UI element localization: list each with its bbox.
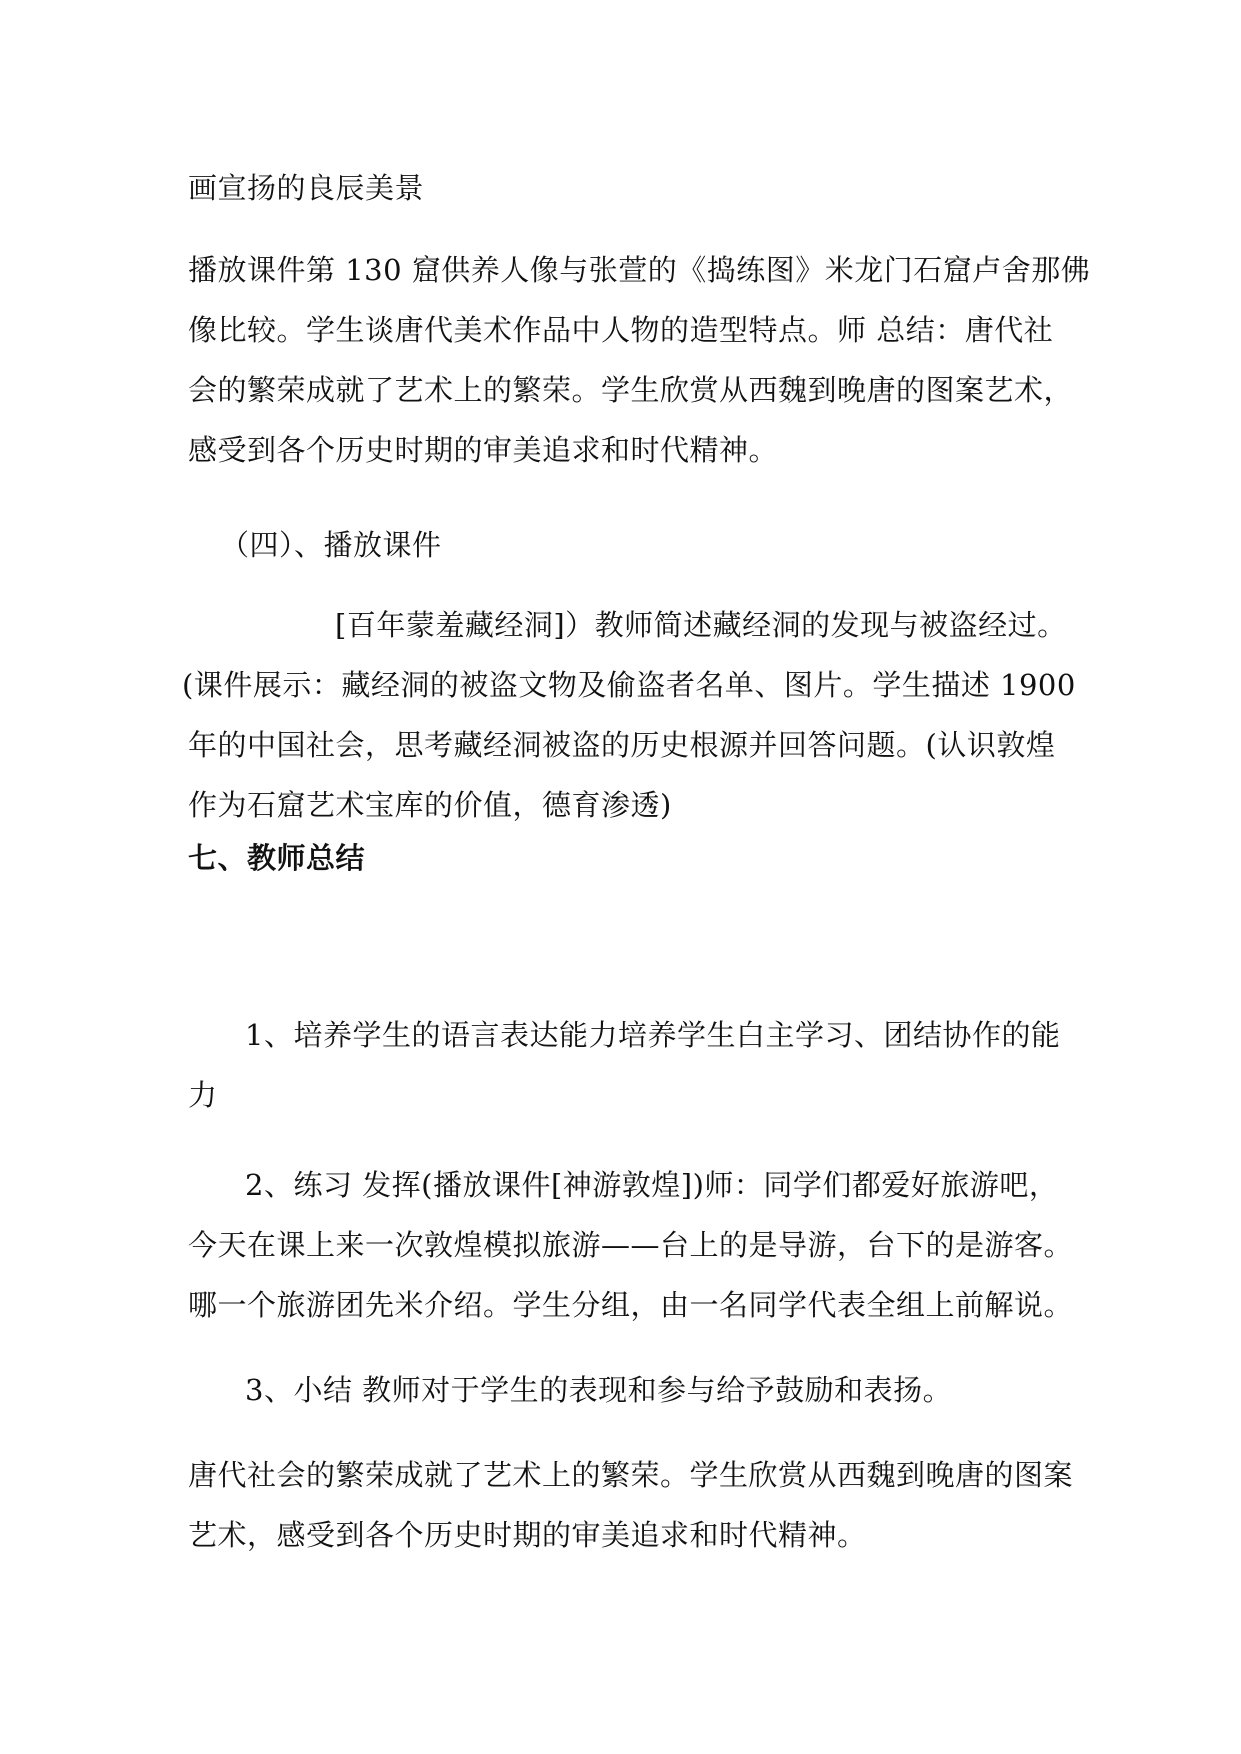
text-line-18: 唐代社会的繁荣成就了艺术上的繁荣。学生欣赏从西魏到晚唐的图案 bbox=[188, 1458, 1074, 1492]
text-line-10: 作为石窟艺术宝库的价值，德育渗透) bbox=[188, 788, 672, 822]
list-item-1: 1、培养学生的语言表达能力培养学生白主学习、团结协作的能 bbox=[245, 1018, 1061, 1052]
text-line-19: 艺术，感受到各个历史时期的审美追求和时代精神。 bbox=[188, 1518, 867, 1552]
section-heading-4: （四）、播放课件 bbox=[220, 528, 442, 562]
text-line-8: (课件展示：藏经洞的被盗文物及偷盗者名单、图片。学生描述 1900 bbox=[182, 668, 1076, 702]
list-item-2-cont-1: 今天在课上来一次敦煌模拟旅游——台上的是导游，台下的是游客。 bbox=[188, 1228, 1074, 1262]
text-line-5: 感受到各个历史时期的审美追求和时代精神。 bbox=[188, 433, 779, 467]
list-item-2-cont-2: 哪一个旅游团先米介绍。学生分组，由一名同学代表全组上前解说。 bbox=[188, 1288, 1074, 1322]
list-item-3: 3、小结 教师对于学生的表现和参与给予鼓励和表扬。 bbox=[245, 1373, 953, 1407]
text-line-4: 会的繁荣成就了艺术上的繁荣。学生欣赏从西魏到晚唐的图案艺术， bbox=[188, 373, 1074, 407]
section-heading-7: 七、教师总结 bbox=[188, 841, 366, 875]
list-item-2: 2、练习 发挥(播放课件[神游敦煌])师：同学们都爱好旅游吧， bbox=[245, 1168, 1059, 1202]
text-line-9: 年的中国社会，思考藏经洞被盗的历史根源并回答问题。(认识敦煌 bbox=[188, 728, 1056, 762]
text-line-1: 画宣扬的良辰美景 bbox=[188, 171, 425, 205]
list-item-1-cont: 力 bbox=[188, 1078, 218, 1112]
text-line-2: 播放课件第 130 窟供养人像与张萱的《捣练图》米龙门石窟卢舍那佛 bbox=[188, 253, 1091, 287]
text-line-3: 像比较。学生谈唐代美术作品中人物的造型特点。师 总结：唐代社 bbox=[188, 313, 1054, 347]
text-line-7: [百年蒙羞藏经洞]）教师简述藏经洞的发现与被盗经过。 bbox=[335, 608, 1067, 642]
